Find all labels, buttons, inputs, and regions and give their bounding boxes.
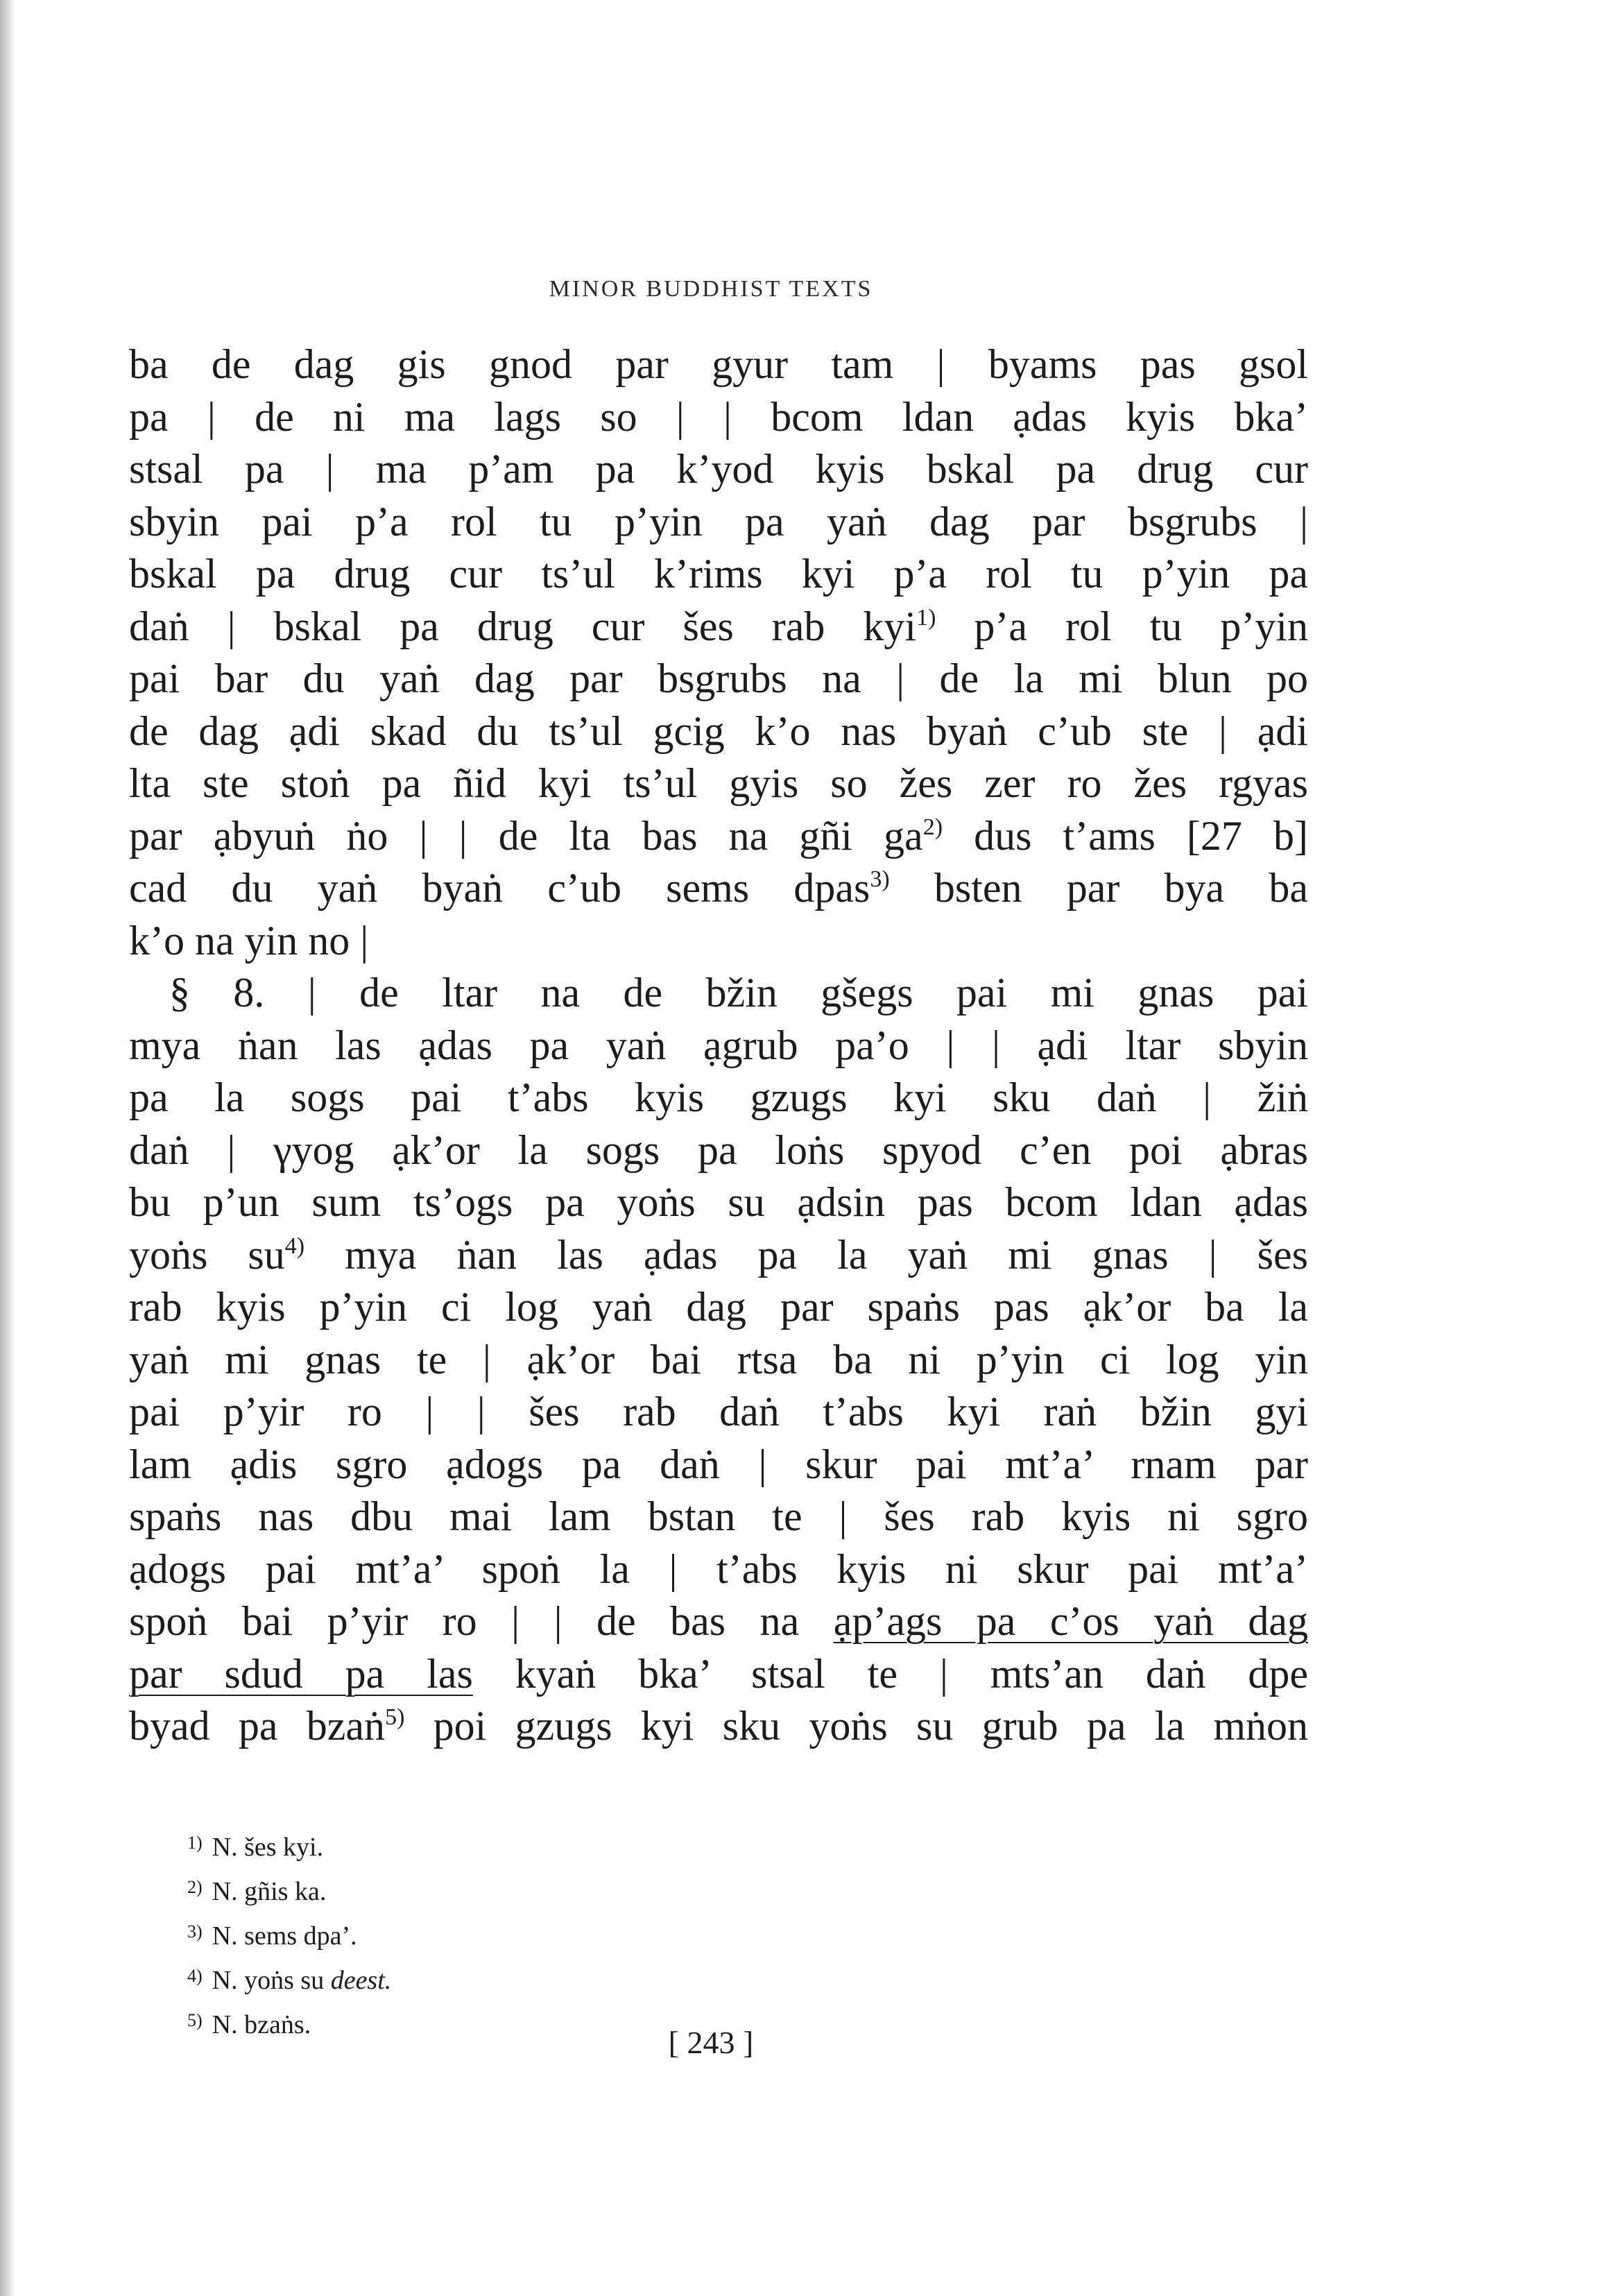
footnote-number: 1) bbox=[187, 1833, 203, 1853]
footnote-number: 3) bbox=[187, 1921, 203, 1942]
text-line bbox=[129, 1124, 1308, 1177]
underlined-text: par sdud pa las bbox=[129, 1650, 473, 1697]
line-text: bskal pa drug cur ts’ul k’rims kyi p’a rol tu p’yin pa bbox=[129, 551, 1308, 597]
line-text: byad pa bzaṅ bbox=[129, 1703, 386, 1749]
footnote-marker: 2) bbox=[922, 814, 943, 840]
footnotes bbox=[187, 1823, 391, 2045]
text-line bbox=[129, 757, 1308, 810]
footnote-text: N. yoṅs su bbox=[212, 1966, 331, 1995]
text-line bbox=[129, 548, 1308, 601]
line-text: kyaṅ bka’ stsal te | mts’an daṅ dpe bbox=[472, 1650, 1308, 1697]
line-text: daṅ | bskal pa drug cur šes rab kyi bbox=[129, 603, 917, 649]
line-text: yaṅ mi gnas te | ạk’or bai rtsa ba ni p’yin ci log yin bbox=[129, 1336, 1308, 1382]
text-line bbox=[129, 1072, 1308, 1124]
line-text: bsten par bya ba bbox=[889, 865, 1308, 911]
text-line bbox=[129, 391, 1308, 444]
line-text: bu p’un sum ts’ogs pa yoṅs su ạdsin pas bcom ldan ạdas bbox=[129, 1179, 1308, 1225]
text-line bbox=[129, 339, 1308, 391]
footnote-number: 2) bbox=[187, 1877, 203, 1897]
line-text: par ạbyuṅ ṅo | | de lta bas na gñi ga bbox=[129, 812, 923, 859]
line-text: pa la sogs pai t’abs kyis gzugs kyi sku daṅ | žiṅ bbox=[129, 1074, 1308, 1120]
line-text: poi gzugs kyi sku yoṅs su grub pa la mṅon bbox=[404, 1703, 1308, 1749]
text-line bbox=[129, 1386, 1308, 1439]
text-line bbox=[129, 705, 1308, 758]
line-text: mya ṅan las ạdas pa la yaṅ mi gnas | šes bbox=[304, 1231, 1308, 1278]
footnote-marker: 4) bbox=[284, 1233, 305, 1259]
footnote bbox=[187, 1823, 391, 1867]
text-line bbox=[129, 1543, 1308, 1596]
text-line bbox=[129, 810, 1308, 863]
text-line bbox=[129, 1700, 1308, 1753]
text-line bbox=[129, 601, 1308, 653]
footnote bbox=[187, 1956, 391, 2001]
line-text: yoṅs su bbox=[129, 1231, 285, 1278]
text-line bbox=[129, 496, 1308, 549]
text-line bbox=[129, 862, 1308, 915]
main-text bbox=[129, 339, 1308, 1753]
footnote-text: N. šes kyi. bbox=[212, 1833, 324, 1862]
text-line bbox=[129, 1439, 1308, 1491]
text-line bbox=[129, 1176, 1308, 1229]
text-line bbox=[129, 443, 1308, 496]
line-text: spaṅs nas dbu mai lam bstan te | šes rab kyis ni sgro bbox=[129, 1493, 1308, 1539]
line-text: rab kyis p’yin ci log yaṅ dag par spaṅs pas ạk’or ba la bbox=[129, 1284, 1308, 1330]
line-text: cad du yaṅ byaṅ c’ub sems dpas bbox=[129, 865, 870, 911]
line-text: ạdogs pai mt’a’ spoṅ la | t’abs kyis ni skur pai mt’a’ bbox=[129, 1545, 1308, 1592]
page-edge-shadow bbox=[0, 0, 15, 2296]
line-text: pai bar du yaṅ dag par bsgrubs na | de la mi blun po bbox=[129, 656, 1308, 701]
footnote-italic: deest. bbox=[330, 1966, 392, 1995]
footnote bbox=[187, 1867, 391, 1912]
line-text: de dag ạdi skad du ts’ul gcig k’o nas byaṅ c’ub ste | ạdi bbox=[129, 708, 1308, 754]
footnote-number: 5) bbox=[187, 2010, 203, 2030]
line-text: dus t’ams [27 b] bbox=[943, 812, 1308, 859]
text-line bbox=[129, 915, 1308, 968]
text-line bbox=[129, 1648, 1308, 1701]
line-text: k’o na yin no | bbox=[129, 917, 369, 963]
line-text: spoṅ bai p’yir ro | | de bas na bbox=[129, 1598, 834, 1644]
line-text: stsal pa | ma p’am pa k’yod kyis bskal pa drug cur bbox=[129, 446, 1308, 492]
text-line bbox=[129, 653, 1308, 705]
running-head: MINOR BUDDHIST TEXTS bbox=[549, 276, 873, 302]
footnote-text: N. sems dpa’. bbox=[212, 1921, 357, 1951]
line-text: pai p’yir ro | | šes rab daṅ t’abs kyi raṅ bžin gyi bbox=[129, 1389, 1308, 1434]
text-line bbox=[129, 1491, 1308, 1543]
page-number: [ 243 ] bbox=[668, 2025, 754, 2060]
text-line bbox=[129, 1229, 1308, 1282]
footnote-text: N. gñis ka. bbox=[212, 1877, 327, 1906]
line-text: sbyin pai p’a rol tu p’yin pa yaṅ dag par bsgrubs | bbox=[129, 498, 1308, 545]
line-text: lam ạdis sgro ạdogs pa daṅ | skur pai mt’a’ rnam par bbox=[129, 1441, 1308, 1487]
text-line bbox=[129, 1020, 1308, 1072]
footnote bbox=[187, 1912, 391, 1956]
line-text: p’a rol tu p’yin bbox=[936, 603, 1308, 649]
footnote-number: 4) bbox=[187, 1966, 203, 1986]
text-line bbox=[129, 1595, 1308, 1648]
line-text: daṅ | γyog ạk’or la sogs pa loṅs spyod c’en poi ạbras bbox=[129, 1126, 1308, 1173]
line-text: ba de dag gis gnod par gyur tam | byams pas gsol bbox=[129, 341, 1308, 387]
footnote-marker: 1) bbox=[916, 604, 936, 631]
line-text: pa | de ni ma lags so | | bcom ldan ạdas kyis bka’ bbox=[129, 393, 1308, 440]
line-text: lta ste stoṅ pa ñid kyi ts’ul gyis so žes zer ro žes rgyas bbox=[129, 760, 1308, 806]
line-text: mya ṅan las ạdas pa yaṅ ạgrub pa’o | | ạdi ltar sbyin bbox=[129, 1022, 1308, 1068]
footnote-marker: 3) bbox=[870, 866, 890, 892]
footnote-text: N. bzaṅs. bbox=[212, 2010, 311, 2039]
text-line bbox=[129, 1334, 1308, 1387]
text-line bbox=[129, 967, 1308, 1020]
footnote-marker: 5) bbox=[385, 1704, 405, 1730]
underlined-text: ạp’ags pa c’os yaṅ dag bbox=[833, 1598, 1308, 1644]
text-line bbox=[129, 1281, 1308, 1334]
line-text: § 8. | de ltar na de bžin gšegs pai mi gnas pai bbox=[169, 970, 1308, 1016]
